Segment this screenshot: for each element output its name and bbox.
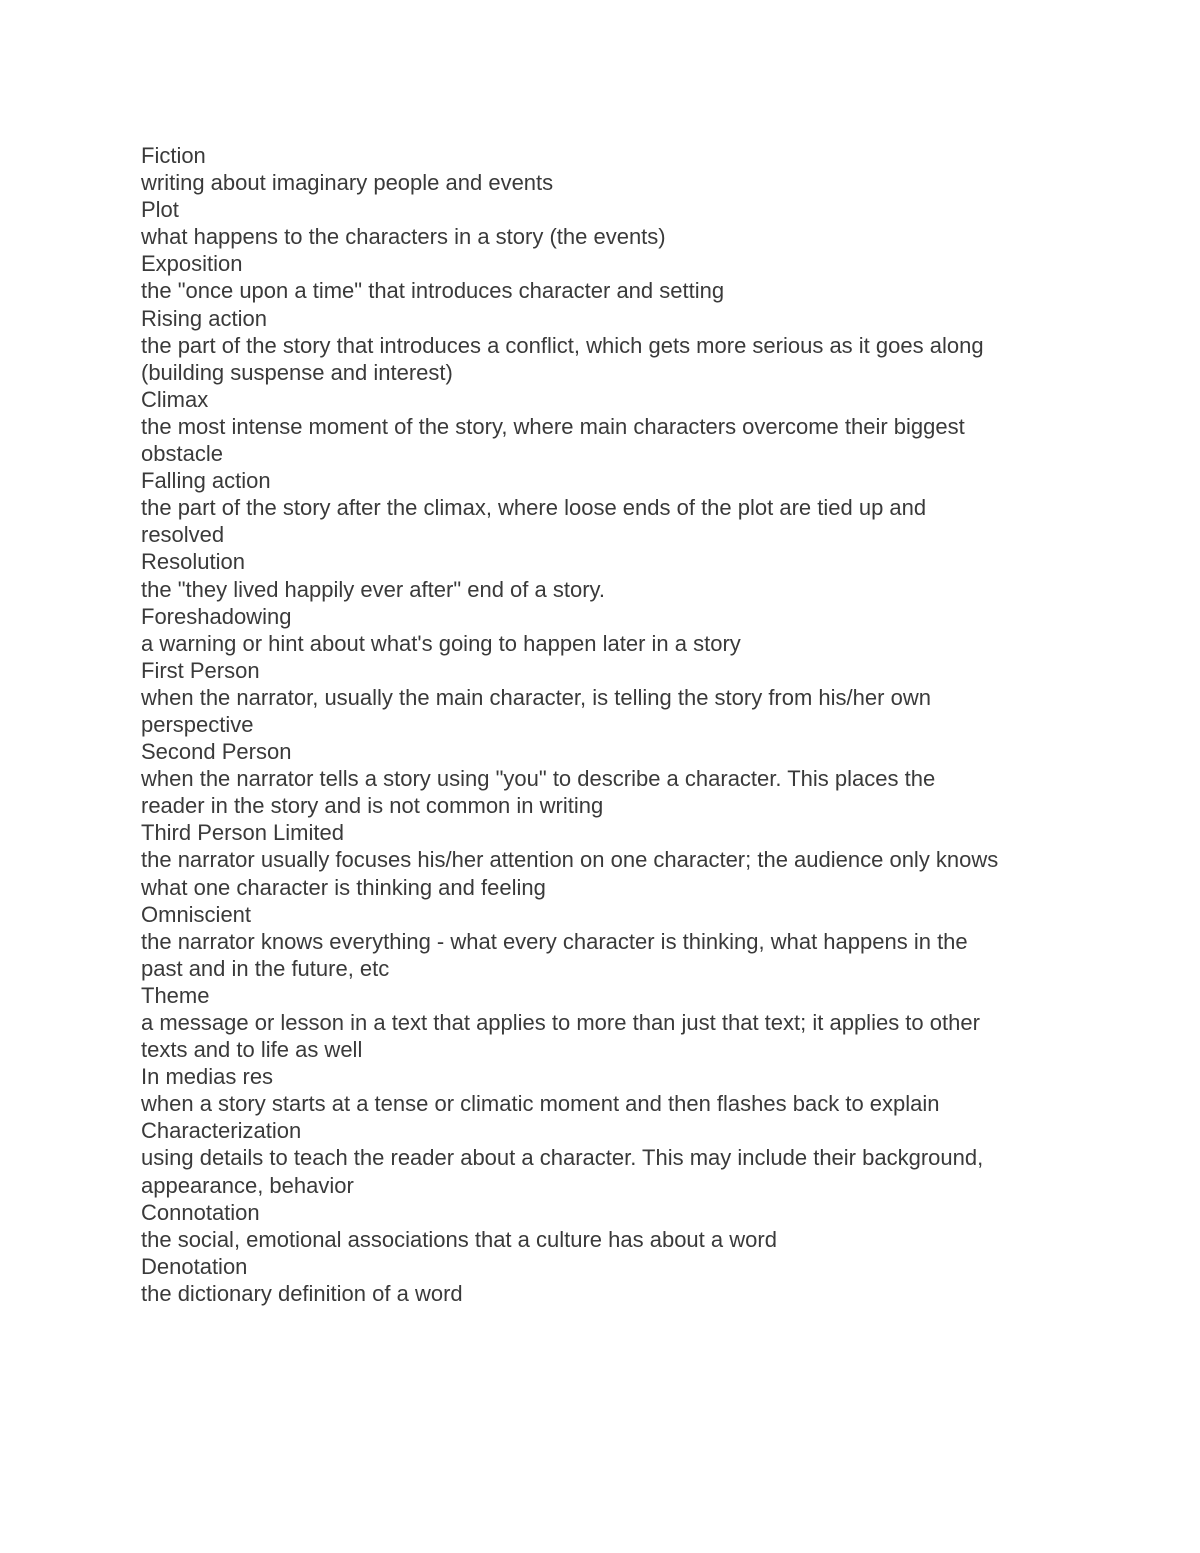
definition-first-person-line-2: perspective [141, 711, 254, 737]
definition-omniscient-line-1: the narrator knows everything - what every character is thinking, what happens in the [141, 928, 968, 954]
definition-theme-line-2: texts and to life as well [141, 1037, 363, 1063]
term-denotation: Denotation [141, 1253, 248, 1279]
term-exposition: Exposition [141, 251, 243, 277]
definition-exposition: the "once upon a time" that introduces character and setting [141, 278, 725, 304]
term-connotation: Connotation [141, 1199, 260, 1225]
term-characterization: Characterization [141, 1118, 302, 1144]
definition-falling-action-line-1: the part of the story after the climax, where loose ends of the plot are tied up and [141, 495, 927, 521]
term-second-person: Second Person [141, 739, 292, 765]
definition-in-medias-res: when a story starts at a tense or climatic moment and then flashes back to explain [141, 1091, 940, 1117]
term-in-medias-res: In medias res [141, 1064, 274, 1090]
definition-climax-line-1: the most intense moment of the story, where main characters overcome their biggest [141, 413, 965, 439]
definition-plot: what happens to the characters in a story (the events) [141, 224, 666, 250]
term-resolution: Resolution [141, 549, 245, 575]
definition-fiction: writing about imaginary people and events [141, 170, 554, 196]
term-first-person: First Person [141, 657, 260, 683]
definition-first-person-line-1: when the narrator, usually the main character, is telling the story from his/her own [141, 684, 931, 710]
term-third-person-limited: Third Person Limited [141, 820, 344, 846]
term-omniscient: Omniscient [141, 901, 252, 927]
definition-omniscient-line-2: past and in the future, etc [141, 955, 390, 981]
definition-rising-action-line-1: the part of the story that introduces a conflict, which gets more serious as it goes along [141, 332, 984, 358]
definition-rising-action-line-2: (building suspense and interest) [141, 359, 453, 385]
definition-resolution: the "they lived happily ever after" end of a story. [141, 576, 606, 602]
term-rising-action: Rising action [141, 305, 267, 331]
definition-third-person-limited-line-2: what one character is thinking and feeling [141, 874, 546, 900]
definition-denotation: the dictionary definition of a word [141, 1280, 463, 1306]
term-fiction: Fiction [141, 143, 206, 168]
term-theme: Theme [141, 982, 210, 1008]
term-falling-action: Falling action [141, 468, 271, 494]
definition-characterization-line-2: appearance, behavior [141, 1172, 354, 1198]
definition-second-person-line-2: reader in the story and is not common in writing [141, 793, 604, 819]
definition-third-person-limited-line-1: the narrator usually focuses his/her attention on one character; the audience only knows [141, 847, 999, 873]
definition-foreshadowing: a warning or hint about what's going to happen later in a story [141, 630, 741, 656]
definition-falling-action-line-2: resolved [141, 522, 225, 548]
term-plot: Plot [141, 197, 179, 223]
definition-characterization-line-1: using details to teach the reader about a character. This may include their background, [141, 1145, 984, 1171]
definition-connotation: the social, emotional associations that a culture has about a word [141, 1226, 777, 1252]
definition-second-person-line-1: when the narrator tells a story using "you" to describe a character. This places the [141, 766, 936, 792]
document-body [141, 142, 1081, 1307]
term-climax: Climax [141, 386, 209, 412]
term-foreshadowing: Foreshadowing [141, 603, 292, 629]
definition-theme-line-1: a message or lesson in a text that applies to more than just that text; it applies to other [141, 1010, 980, 1035]
definition-climax-line-2: obstacle [141, 441, 223, 467]
